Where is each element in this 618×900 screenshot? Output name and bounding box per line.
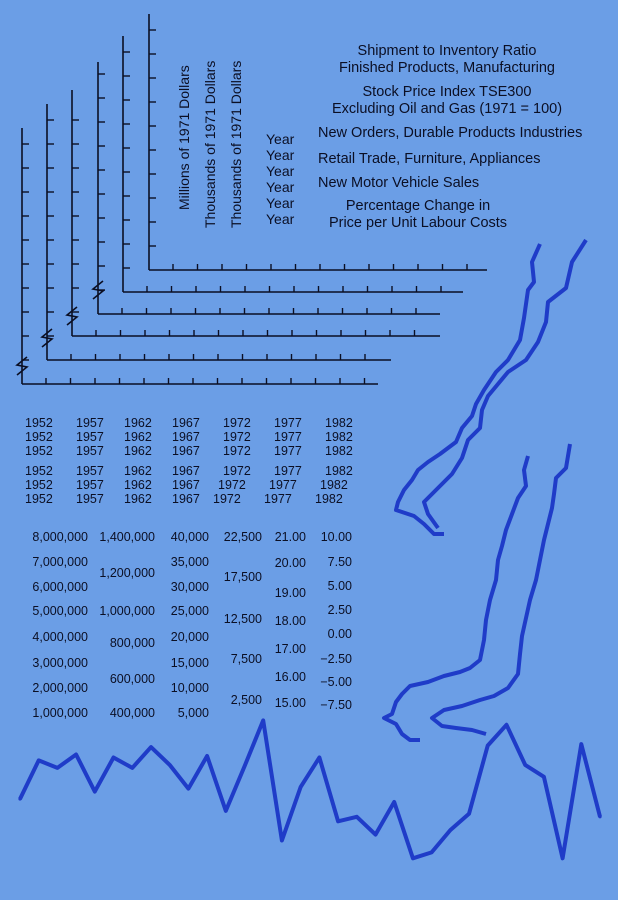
y-tick-label: 2,500 [230, 693, 262, 707]
x-tick-label: 1962 [124, 444, 152, 458]
series-point [467, 812, 470, 815]
x-tick-label: 1982 [320, 478, 348, 492]
y-tick-label: 20,000 [170, 630, 209, 644]
y-tick-label: 1,000,000 [99, 604, 155, 618]
series-point [449, 829, 452, 832]
series-point [131, 766, 134, 769]
y-tick-label: 0.00 [327, 627, 352, 641]
y-tick-label: 5,000 [177, 706, 209, 720]
series-point [580, 743, 583, 746]
series-point [75, 753, 78, 756]
x-tick-label: 1962 [124, 492, 152, 506]
x-tick-label: 1952 [25, 492, 53, 506]
series-point [56, 766, 59, 769]
x-tick-label: 1967 [172, 444, 200, 458]
series-point [262, 719, 265, 722]
title-motor: New Motor Vehicle Sales [318, 175, 480, 191]
x-tick-label: 1967 [172, 478, 200, 492]
x-tick-label: 1952 [25, 416, 53, 430]
x-tick-label: 1982 [325, 416, 353, 430]
series-point [374, 833, 377, 836]
curves-group [18, 240, 601, 860]
decorative-trace-line [396, 244, 540, 534]
y-tick-label: 35,000 [170, 555, 209, 569]
title-new-orders: New Orders, Durable Products Industries [318, 125, 583, 141]
series-point [393, 800, 396, 803]
y-tick-label: −5.00 [320, 675, 352, 689]
title-shipment-2: Finished Products, Manufacturing [339, 60, 555, 76]
x-tick-label: 1962 [124, 416, 152, 430]
x-tick-label: 1972 [223, 430, 251, 444]
x-tick-label: 1957 [76, 444, 104, 458]
series-point [205, 754, 208, 757]
y-tick-label: 2.50 [327, 603, 352, 617]
ylabel-thousands-2: Thousands of 1971 Dollars [228, 60, 244, 228]
x-tick-label: 1952 [25, 478, 53, 492]
series-point [168, 763, 171, 766]
title-stock-1: Stock Price Index TSE300 [362, 84, 532, 100]
x-tick-label: 1972 [223, 416, 251, 430]
x-tick-label: 1952 [25, 444, 53, 458]
title-stock-2: Excluding Oil and Gas (1971 = 100) [331, 101, 563, 117]
y-tick-label: 7.50 [327, 555, 352, 569]
series-point [318, 756, 321, 759]
series-point [112, 756, 115, 759]
series-line-labour-costs [20, 720, 600, 858]
x-tick-label: 1967 [172, 416, 200, 430]
y-tick-label: 40,000 [170, 530, 209, 544]
y-tick-label: 5,000,000 [32, 604, 88, 618]
x-tick-label: 1977 [269, 478, 297, 492]
xlabel-year-2: Year [266, 147, 295, 163]
x-tick-label: 1982 [325, 430, 353, 444]
decorative-trace-line [432, 444, 570, 734]
series-point [224, 809, 227, 812]
series-point [336, 820, 339, 823]
x-tick-label: 1977 [274, 416, 302, 430]
y-tick-label: 21.00 [274, 530, 306, 544]
title-labour-1: Percentage Change in [345, 198, 491, 214]
xlabel-year-6: Year [266, 211, 295, 227]
x-tick-label: 1982 [325, 464, 353, 478]
x-tick-label: 1977 [264, 492, 292, 506]
y-tick-label: 800,000 [109, 636, 155, 650]
x-tick-label: 1967 [172, 430, 200, 444]
y-tick-label: 10,000 [170, 681, 209, 695]
x-tick-label: 1967 [172, 492, 200, 506]
x-tick-label: 1982 [315, 492, 343, 506]
series-point [355, 815, 358, 818]
series-point [187, 787, 190, 790]
y-tick-label: 17,500 [223, 570, 262, 584]
y-tick-label: −7.50 [320, 698, 352, 712]
y-tick-label: 18.00 [274, 614, 306, 628]
y-tick-label: 3,000,000 [32, 656, 88, 670]
series-point [486, 744, 489, 747]
series-point [430, 851, 433, 854]
x-tick-label: 1952 [25, 464, 53, 478]
series-point [18, 797, 21, 800]
y-tick-label: 7,000,000 [32, 555, 88, 569]
xlabel-year-3: Year [266, 163, 295, 179]
x-tick-label: 1957 [76, 478, 104, 492]
xlabel-year-1: Year [266, 131, 295, 147]
xlabel-year-5: Year [266, 195, 295, 211]
x-tick-label: 1977 [274, 444, 302, 458]
x-tick-label: 1977 [274, 430, 302, 444]
y-tick-label: 19.00 [274, 586, 306, 600]
y-tick-label: 1,000,000 [32, 706, 88, 720]
x-tick-label: 1962 [124, 464, 152, 478]
y-tick-label: 30,000 [170, 580, 209, 594]
y-tick-label: 25,000 [170, 604, 209, 618]
x-tick-label: 1972 [213, 492, 241, 506]
series-point [505, 723, 508, 726]
series-point [542, 775, 545, 778]
series-point [280, 839, 283, 842]
x-tick-label: 1962 [124, 478, 152, 492]
y-tick-label: 5.00 [327, 579, 352, 593]
y-tick-label: 15.00 [274, 696, 306, 710]
title-labour-2: Price per Unit Labour Costs [328, 215, 508, 231]
y-tick-label: 17.00 [274, 642, 306, 656]
series-point [93, 790, 96, 793]
ylabel-millions: Millions of 1971 Dollars [176, 65, 192, 210]
y-tick-label: 600,000 [109, 672, 155, 686]
series-point [561, 857, 564, 860]
series-point [524, 763, 527, 766]
y-tick-label: 10.00 [320, 530, 352, 544]
x-tick-label: 1972 [223, 464, 251, 478]
y-tick-label: 7,500 [230, 652, 262, 666]
x-tick-label: 1962 [124, 430, 152, 444]
ylabel-thousands-1: Thousands of 1971 Dollars [202, 60, 218, 228]
x-tick-label: 1972 [218, 478, 246, 492]
y-tick-label: 400,000 [109, 706, 155, 720]
x-tick-label: 1982 [325, 444, 353, 458]
x-tick-label: 1967 [172, 464, 200, 478]
x-tick-label: 1972 [223, 444, 251, 458]
y-tick-label: 15,000 [170, 656, 209, 670]
y-tick-label: 6,000,000 [32, 580, 88, 594]
x-tick-label: 1957 [76, 464, 104, 478]
decorative-trace-line [424, 240, 586, 528]
series-point [37, 759, 40, 762]
x-tick-label: 1957 [76, 430, 104, 444]
y-tick-label: −2.50 [320, 652, 352, 666]
series-point [299, 786, 302, 789]
y-tick-label: 20.00 [274, 556, 306, 570]
series-point [243, 765, 246, 768]
decorative-trace-line [384, 456, 528, 740]
title-retail: Retail Trade, Furniture, Appliances [318, 151, 541, 167]
x-tick-label: 1952 [25, 430, 53, 444]
series-point [149, 745, 152, 748]
y-tick-label: 16.00 [274, 670, 306, 684]
series-point [598, 815, 601, 818]
y-tick-label: 12,500 [223, 612, 262, 626]
y-tick-label: 4,000,000 [32, 630, 88, 644]
y-tick-label: 2,000,000 [32, 681, 88, 695]
x-tick-label: 1977 [274, 464, 302, 478]
x-tick-label: 1957 [76, 416, 104, 430]
y-tick-label: 22,500 [223, 530, 262, 544]
x-tick-label: 1957 [76, 492, 104, 506]
y-tick-label: 1,400,000 [99, 530, 155, 544]
y-tick-label: 1,200,000 [99, 566, 155, 580]
series-point [411, 857, 414, 860]
y-tick-label: 8,000,000 [32, 530, 88, 544]
title-shipment-1: Shipment to Inventory Ratio [357, 43, 537, 59]
xlabel-year-4: Year [266, 179, 295, 195]
